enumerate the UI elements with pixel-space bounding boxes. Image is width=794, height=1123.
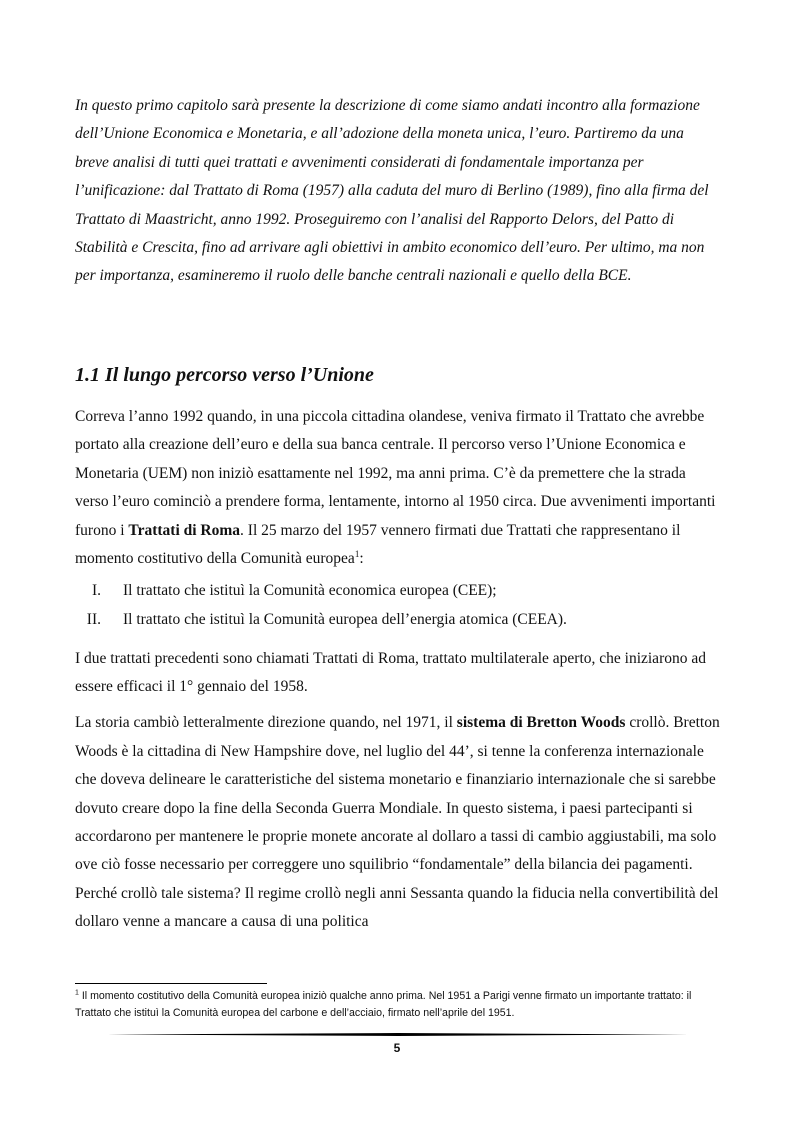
footnote-divider: [75, 983, 267, 984]
footnote-ref[interactable]: 1: [354, 548, 360, 559]
paragraph-treaties-of-rome: [75, 403, 720, 573]
treaty-list: [75, 577, 720, 634]
para1-text-cont: . Il 25 marzo del 1957 vennero firmati due Trattati che rappresentano il momento costitutivo della Comunità europea: [75, 521, 681, 568]
footer-divider: [107, 1033, 689, 1036]
bold-term-bretton-woods: sistema di Bretton Woods: [456, 714, 626, 732]
list-text: Il trattato che istituì la Comunità europea dell’energia atomica (CEEA).: [123, 611, 567, 629]
page-content: [75, 92, 720, 931]
chapter-intro: In questo primo capitolo sarà presente la descrizione di come siamo andati incontro alla formazione dell’Unione Economica e Monetaria, e all’adozione della moneta unica, l’euro. Partiremo da una breve analisi di tutti quei trattati e avvenimenti considerati di fondamentale importanza per l’unificazione: dal Trattato di Roma (1957) alla caduta del muro di Berlino (1989), fino alla firma del Trattato di Maastricht, anno 1992. Proseguiremo con l’analisi del Rapporto Delors, del Patto di Stabilità e Crescita, fino ad arrivare agli obiettivi in ambito economico dell’euro. Per ultimo, ma non per importanza, esamineremo il ruolo delle banche centrali nazionali e quello della BCE.: [75, 97, 709, 285]
list-text: Il trattato che istituì la Comunità economica europea (CEE);: [123, 582, 497, 600]
para3-text-cont: crollò. Bretton Woods è la cittadina di New Hampshire dove, nel luglio del 44’, si tenne la conferenza internazionale che doveva delineare le caratteristiche del sistema monetario e finanziario internazionale che si sarebbe dovuto creare dopo la fine della Seconda Guerra Mondiale. In questo sistema, i paesi partecipanti si accordarono per mantenere le proprie monete ancorate al dollaro a tassi di cambio aggiustabili, ma solo ove ciò fosse necessario per correggere uno squilibrio “fondamentale” della bilancia dei pagamenti. Perché crollò tale sistema? Il regime crollò negli anni Sessanta quando la fiducia nella convertibilità del dollaro venne a mancare a causa di una politica: [75, 714, 720, 931]
footnote: [75, 988, 725, 1021]
list-item: [75, 577, 720, 606]
footnote-text: Il momento costitutivo della Comunità europea iniziò qualche anno prima. Nel 1951 a Parigi venne firmato un importante trattato: il Trattato che istituì la Comunità europea del carbone e dell’acciaio, firmato nell’aprile del 1951.: [75, 990, 692, 1019]
list-number: II.: [86, 611, 101, 629]
bold-term-trattati-di-roma: Trattati di Roma: [128, 521, 241, 539]
para1-colon: :: [359, 550, 364, 568]
paragraph-efficacy: I due trattati precedenti sono chiamati Trattati di Roma, trattato multilaterale aperto, che iniziarono ad essere efficaci il 1° gennaio del 1958.: [75, 649, 706, 696]
list-item: [75, 606, 720, 635]
para3-text: La storia cambiò letteralmente direzione quando, nel 1971, il: [75, 714, 457, 732]
section-body: [75, 403, 720, 937]
para1-text: Correva l’anno 1992 quando, in una piccola cittadina olandese, veniva firmato il Trattato che avrebbe portato alla creazione dell’euro e della sua banca centrale. Il percorso verso l’Unione Economica e Monetaria (UEM) non iniziò esattamente nel 1992, ma anni prima. C’è da premettere che la strada verso l’euro cominciò a prendere forma, lentamente, intorno al 1950 circa. Due avvenimenti importanti furono i: [75, 408, 716, 539]
paragraph-bretton-woods: [75, 709, 720, 936]
page-number: 5: [393, 1041, 401, 1055]
list-number: I.: [91, 582, 101, 600]
footnote-number: 1: [75, 989, 79, 997]
section-heading: 1.1 Il lungo percorso verso l’Unione: [75, 364, 374, 386]
